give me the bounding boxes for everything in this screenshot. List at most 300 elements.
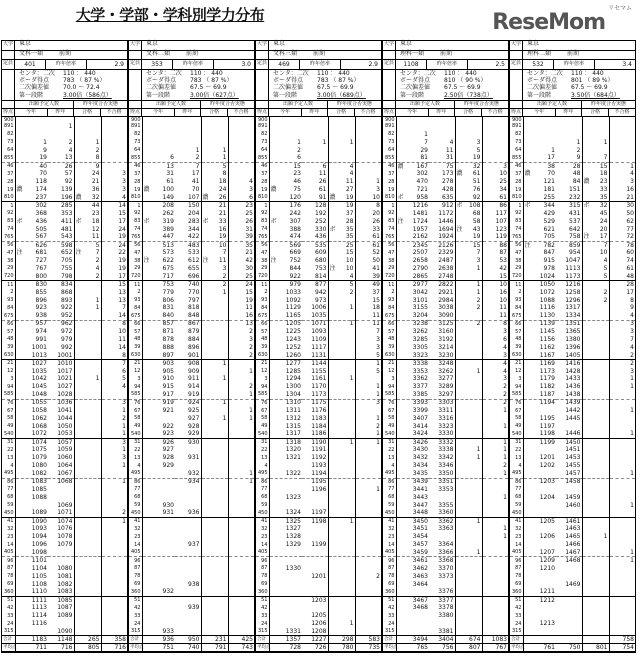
this-year-count: 1173 [539,367,555,375]
table-row [2,486,127,494]
pass-cell [328,518,355,526]
this-year-count: 1315 [285,422,301,430]
score-label: 540 [384,430,395,437]
pass-cell [74,210,101,218]
last-year-count: 908 [175,360,201,368]
score-label: 720 [257,273,268,280]
pass-cell [328,596,355,604]
score-label: 39 [2,344,15,352]
last-year-count [429,533,455,541]
this-year-cell [523,257,556,265]
table-row [383,407,508,415]
pass-cell [455,218,482,226]
pass-cell [582,533,609,541]
table-row [256,344,381,352]
this-year-cell [269,596,302,604]
judgement-mark: 濃 [456,170,463,178]
score-table [383,117,508,652]
info-block [2,70,127,101]
fail-count [609,454,635,462]
pass-cell [201,170,228,178]
table-row [256,312,381,320]
pass-cell [582,123,609,131]
fail-count: 19 [118,257,126,265]
fail-count [609,510,635,518]
fail-count [228,147,254,155]
fail-count [609,573,635,581]
blank-label [510,70,523,100]
last-year-count: 848 [175,312,201,320]
fail-count: 1 [249,478,253,486]
last-ratio-value: 2.9 [114,60,124,68]
pass-cell [74,439,101,447]
pass-cell [328,470,355,478]
this-year-cell [269,486,302,494]
last-year-count: 1078 [48,533,74,541]
this-year-cell [142,415,175,423]
total-row [256,636,381,644]
fail-count [482,549,508,557]
fail-count: 8 [503,320,507,328]
score-label: 585 [3,391,14,398]
last-year-count: 3351 [429,478,455,486]
last-year-count [175,549,201,557]
fail-count: 1 [376,178,380,186]
fail-count: 1 [503,493,507,501]
pass-count: 1 [476,264,481,272]
score-label: 78 [129,573,142,581]
pass-cell [582,249,609,257]
pass-cell [455,391,482,399]
table-row [129,470,254,478]
pass-cell [582,565,609,573]
this-year-count: 3435 [412,469,428,477]
pass-count: 15 [599,162,608,170]
last-year-count [175,557,201,565]
fail-count [228,557,254,565]
score-label: 74 [383,226,396,234]
this-year-count: 121 [543,178,555,186]
score-label: 83 [129,218,142,226]
table-row [129,525,254,533]
score-label: 39 [256,344,269,352]
this-year-cell [523,233,556,241]
fail-count: 10 [355,194,381,202]
score-header: 得点 [2,109,13,115]
pass-cell [328,312,355,320]
pass-count: 1 [476,367,481,375]
fail-count: 5 [122,375,126,383]
department-name: 文科三類 [273,50,298,57]
this-year-cell [15,218,48,226]
pass-count: 1 [222,288,227,296]
blank [383,101,396,108]
last-year-count: 909 [175,368,201,376]
fail-count [609,589,635,597]
last-year-count: 696 [175,273,201,281]
score-label: 78 [510,573,523,581]
fail-count: 4 [609,312,635,320]
score-label: 2 [129,289,142,297]
this-year-cell [523,518,556,526]
this-year-cell [142,241,175,249]
fail-count: 11 [372,320,380,328]
table-row [129,131,254,139]
score-label: 19 [256,186,269,194]
pass-cell [201,581,228,589]
fail-count: 7 [122,304,126,312]
table-row [256,399,381,407]
pass-count: 18 [218,178,227,186]
this-year-count: 1145 [539,328,555,336]
this-year-cell [15,336,48,344]
fail-count [482,596,508,604]
pass-cell [582,581,609,589]
pass-cell [328,123,355,131]
this-year-count: 513 [162,241,174,249]
score-label: 810 [511,194,522,201]
fail-count: 61 [372,241,380,249]
fail-count [609,581,635,589]
this-year-count: 436 [35,217,47,225]
fail-count: 1 [503,533,507,541]
this-year-count: 3443 [412,493,428,501]
this-year-cell [523,486,556,494]
fail-count [609,620,635,628]
this-year-cell [142,439,175,447]
last-year-count: 1458 [556,478,582,486]
pass-count: 33 [218,217,227,225]
this-year-cell [142,494,175,502]
table-row [256,178,381,186]
this-year-cell [15,312,48,320]
last-year-count: 1085 [48,596,74,604]
last-year-count [302,525,328,533]
this-year-count: 1204 [539,493,555,501]
pass-cell [74,565,101,573]
score-label: 74 [256,226,269,234]
score-label: 810 [257,194,268,201]
total-row [383,636,508,644]
this-year-cell [396,281,429,289]
pass-cell [328,628,355,636]
this-year-cell [15,549,48,557]
pass-cell [455,502,482,510]
pass-count: 3 [476,138,481,146]
this-year-count: 3451 [412,525,428,533]
pass-cell [328,257,355,265]
this-year-cell [523,478,556,486]
table-row [129,336,254,344]
blank-label [2,51,15,59]
this-year-count: 840 [162,312,174,320]
score-label: 33 [383,612,396,620]
score-label: 92 [2,210,15,218]
this-year-cell [396,628,429,636]
this-year-cell [269,581,302,589]
info-lines [269,70,381,100]
judgement-mark: 注 [202,257,209,265]
this-year-count: 3434 [412,462,428,470]
pass-count: 1 [349,304,354,312]
pass-cell [74,399,101,407]
score-label: 84 [256,304,269,312]
this-year-cell [15,139,48,147]
fail-count [228,525,254,533]
table-row [383,447,508,455]
pass-cell [328,162,355,170]
this_year-header: 今年 [523,109,556,116]
score-label: 77 [383,486,396,494]
pass-cell [455,289,482,297]
last-year-count [175,518,201,526]
table-row [256,447,381,455]
last-year-count: 1006 [302,304,328,312]
fail-count: 1 [630,407,634,414]
judgement-mark: 濃 [583,178,590,186]
table-row [383,533,508,541]
pass-cell [201,557,228,565]
pass-cell [582,628,609,636]
this-year-count: 933 [162,627,174,635]
score-label: 47 [510,249,523,257]
score-label: 41 [256,518,269,526]
last-year-count: 1109 [302,336,328,344]
last-year-count: 1201 [302,573,328,581]
fail-count: 1 [630,501,634,509]
table-row [2,320,127,328]
this-year-cell [523,415,556,423]
university-label: 大学 [2,41,15,50]
this-year-count: 29 [420,146,428,154]
last-year-count: 1050 [48,423,74,431]
score-label: 49 [383,423,396,431]
last-year-count: 2329 [429,249,455,257]
fail-count [609,155,635,163]
last-year-count: 3366 [429,549,455,557]
this-year-count: 429 [543,209,555,217]
judgement-mark: ボ [75,217,82,225]
total-value: 1183 [15,636,48,644]
last-year-count: 1036 [48,399,74,407]
fail-count [482,573,508,581]
judgement-mark: 濃 [397,162,404,170]
score-label: 49 [2,423,15,431]
fail-count: 1 [376,485,380,493]
this-year-cell [269,320,302,328]
this-year-cell [269,123,302,131]
last-year-count: 1193 [302,462,328,470]
pass-cell [455,249,482,257]
score-label: 82 [256,131,269,139]
pass-count: 23 [599,178,608,186]
center-label: センタ：二次 [19,69,55,77]
pass-cell [74,368,101,376]
this-year-count: 1 [551,146,555,154]
score-label: 87 [383,565,396,573]
last-year-count [302,581,328,589]
this-year-cell [523,360,556,368]
pass-cell [582,178,609,186]
pass-cell [74,596,101,604]
pass-cell [582,478,609,486]
department-row [2,51,127,60]
judgement-mark: 濃 [75,193,82,201]
fail-count: 1 [228,470,254,478]
table-row [510,241,635,249]
pass-cell [74,155,101,163]
table-row [2,447,127,455]
last-year-count: 1155 [302,368,328,376]
fail-count [482,486,508,494]
info-block [256,70,381,101]
last-year-count [175,486,201,494]
this-year-count: 344 [543,202,555,210]
pass-cell [328,525,355,533]
table-row [256,360,381,368]
pass-cell [582,210,609,218]
last-year-count: 1059 [48,447,74,455]
fail-count: 1 [355,431,381,439]
this-year-count: 1320 [285,446,301,454]
last-year-count: 17 [175,170,201,178]
total-row [510,636,635,644]
this-year-count: 721 [416,186,428,194]
pass-count: 5 [222,162,227,170]
pass-header: 合格 [74,109,101,116]
last-ratio-value: 3.0 [241,60,251,68]
last-year-count: 1 [556,139,582,147]
panel-文科二類 [128,40,255,653]
last-year-count: 2487 [429,257,455,265]
this-year-cell [269,352,302,360]
score-label: 76 [510,399,523,407]
last-year-count [175,573,201,581]
pass-cell [455,407,482,415]
last-year-count: 3378 [429,604,455,612]
score-label: 855 [3,154,14,161]
pass-cell [455,557,482,565]
fail-count: 42 [245,257,253,265]
last-year-count: 11 [429,147,455,155]
fail-count [355,155,381,163]
score-label: 51 [256,596,269,604]
this-year-cell [396,320,429,328]
average-value: 735 [355,644,381,652]
score-label: 28 [383,178,396,186]
table-row [510,549,635,557]
last-year-count [175,628,201,636]
pass-cell [74,628,101,636]
average-value: 805 [74,644,101,652]
score-label: 765 [130,233,141,240]
this-year-cell [269,573,302,581]
last-year-count: 1 [302,139,328,147]
last-ratio-label: 昨年倍率 [46,60,87,69]
last-year-count: 11 [302,170,328,178]
table-row [2,573,127,581]
this-year-count: 1072 [539,288,555,296]
fail-count: 88 [499,241,507,249]
last-result-header: 昨年度合否実態 [209,101,245,107]
this-year-count: 75 [293,186,301,194]
last-year-count: 3125 [429,320,455,328]
fail-count: 16 [499,288,507,296]
pass-cell [582,383,609,391]
pass-count: 1 [349,138,354,146]
table-row [129,178,254,186]
last-year-count: 612 [175,257,201,265]
last-year-count: 1463 [556,525,582,533]
pass-cell [328,399,355,407]
last-year-count: 3248 [429,360,455,368]
table-row [2,596,127,604]
this-year-count: 3042 [412,288,428,296]
last-year-count: 428 [429,186,455,194]
first-label: 第一段階 [400,91,425,99]
table-row [256,123,381,131]
fail-count: 34 [499,186,507,194]
this-year-cell [269,399,302,407]
last-year-count: 1071 [302,320,328,328]
last-year-count: 3303 [429,399,455,407]
fail-count: 2 [249,328,253,336]
fail-count: 4 [630,170,634,178]
score-label: 48 [383,336,396,344]
pass-cell [328,447,355,455]
table-row [510,565,635,573]
table-row [256,391,381,399]
fail-count [228,423,254,431]
pass-count: 10 [218,241,227,249]
this-year-count: 447 [162,233,174,241]
fail-count: 1 [503,422,507,430]
capacity-value: 532 [523,60,554,69]
pass-cell [201,541,228,549]
this-year-count: 3101 [412,296,428,304]
table-row [256,289,381,297]
last-year-count: 41 [175,178,201,186]
fail-count: 72 [609,233,635,241]
fail-count [609,391,635,399]
this-year-count: 927 [162,446,174,454]
table-row [129,557,254,565]
pass-cell [74,407,101,415]
this-year-count: 13 [166,162,174,170]
table-row [383,510,508,518]
last-year-count: 1093 [302,328,328,336]
pass-cell [455,399,482,407]
score-label: 69 [129,581,142,589]
this-year-cell [269,415,302,423]
last-year-count: 705 [48,257,74,265]
this-year-count: 1001 [31,343,47,351]
score-label: 82 [129,131,142,139]
table-row [2,439,127,447]
pass-cell [455,596,482,604]
this-year-cell [523,494,556,502]
pass-cell [74,289,101,297]
last-year-count: 834 [48,281,74,289]
pass-cell [74,233,101,241]
this-year-count: 974 [35,328,47,336]
pass-count: 1 [95,304,100,312]
panel-理科一類 [382,40,509,653]
total-value: 3404 [429,636,455,644]
pass-count: 1 [349,438,354,446]
applicants-header: 出願予定人数 [523,101,582,108]
this-year-cell [269,249,302,257]
